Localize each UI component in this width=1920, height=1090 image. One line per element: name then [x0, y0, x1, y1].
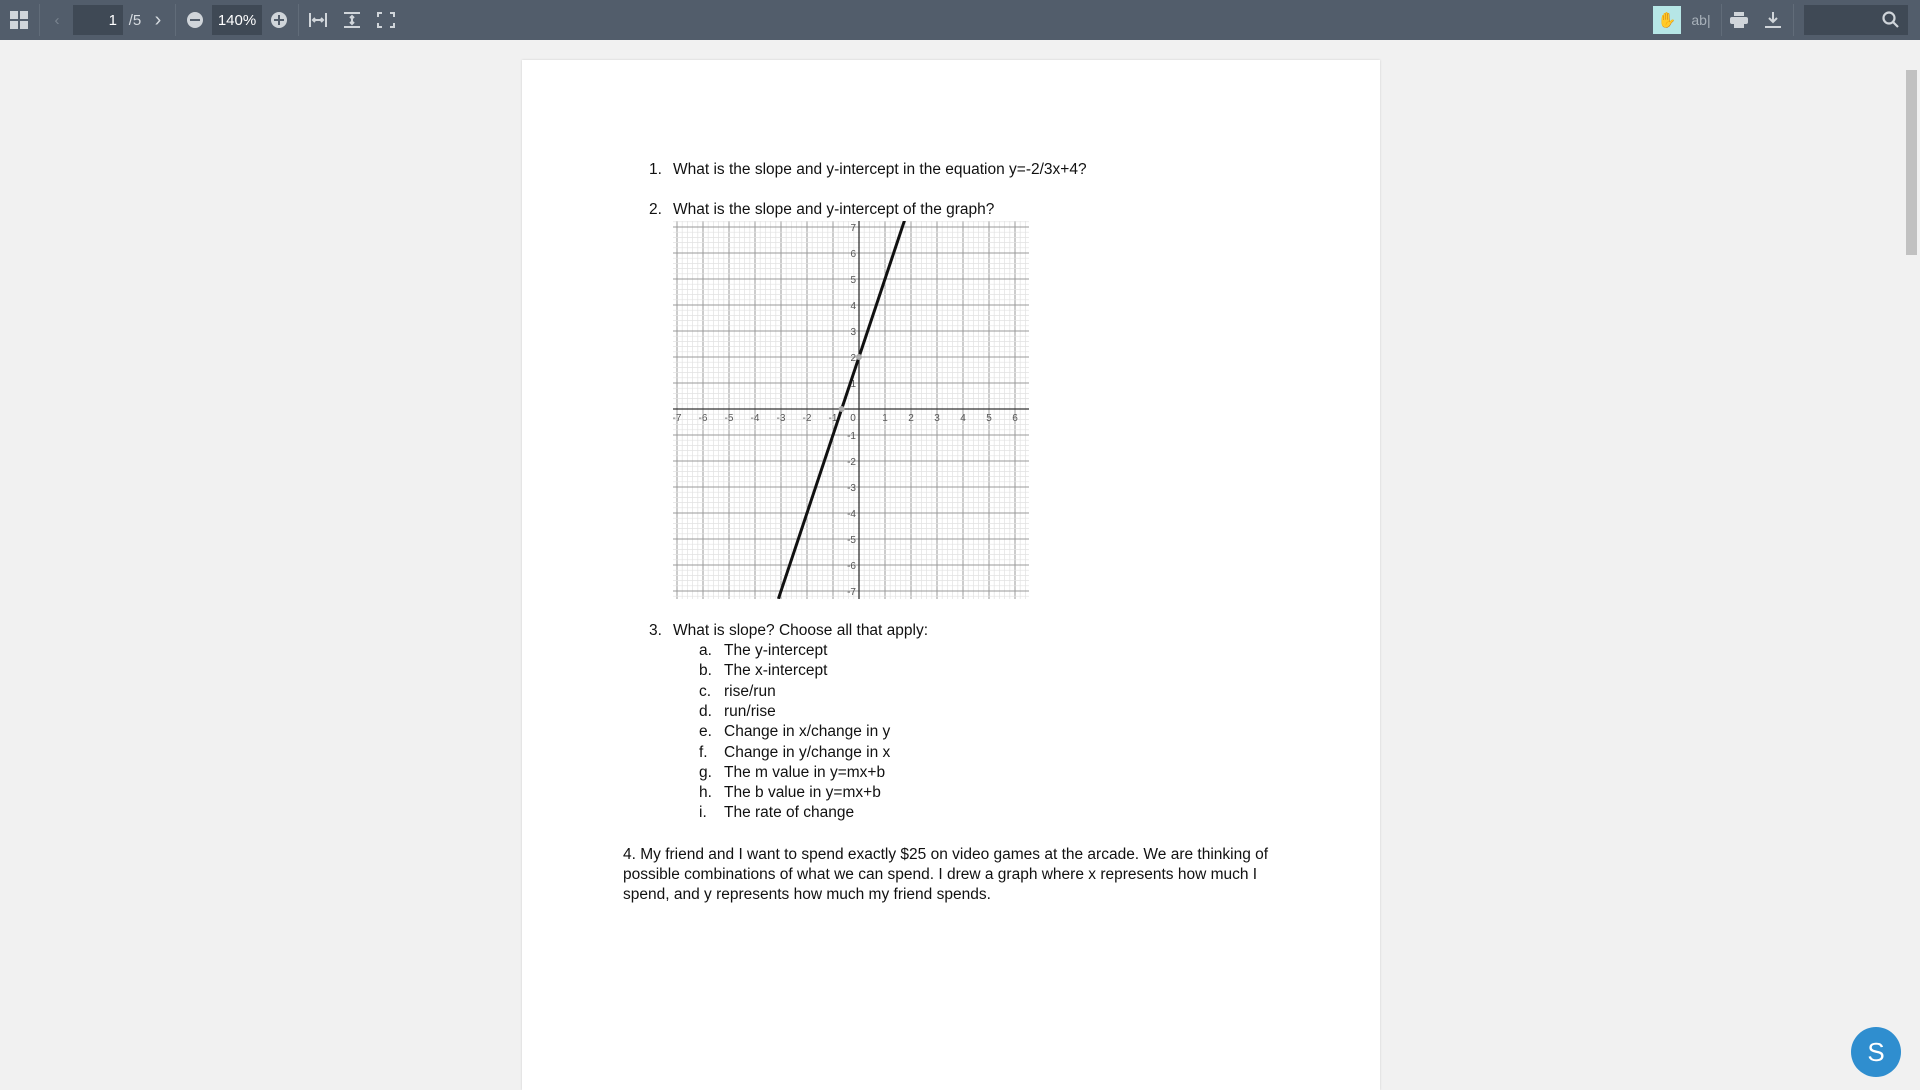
fullscreen-icon[interactable] [374, 0, 398, 40]
y-tick-label: 1 [850, 379, 856, 390]
q3-option-text: The b value in y=mx+b [724, 784, 881, 802]
y-tick-label: -2 [847, 457, 856, 468]
y-tick-label: 4 [850, 301, 856, 312]
y-tick-label: 7 [850, 223, 856, 234]
x-tick-label: -3 [776, 413, 786, 424]
floating-s-button[interactable]: S [1851, 1027, 1901, 1077]
q3-option-text: The rate of change [724, 804, 855, 822]
print-icon[interactable] [1726, 0, 1752, 40]
hand-tool-icon[interactable]: ✋ [1653, 6, 1681, 34]
x-tick-label: -1 [828, 413, 838, 424]
x-tick-label: -6 [698, 413, 708, 424]
zoom-out-icon[interactable] [184, 0, 206, 40]
y-tick-label: -5 [847, 535, 856, 546]
q3-option-letter: b. [699, 662, 712, 680]
intercept-point [856, 354, 862, 360]
x-tick-label: 0 [850, 413, 856, 424]
page-total: /5 [128, 11, 142, 29]
q3-option-text: The x-intercept [724, 662, 828, 680]
q1-number: 1. [649, 161, 662, 178]
x-tick-label: -4 [750, 413, 760, 424]
q4-line-3: spend, and y represents how much my friend spends. [623, 886, 991, 903]
document-page [522, 60, 1380, 1090]
x-tick-label: 2 [908, 413, 914, 424]
q3-number: 3. [649, 622, 662, 639]
q4-line-1: 4. My friend and I want to spend exactly $25 on video games at the arcade. We are thinking of [623, 846, 1269, 863]
intercept-point [839, 406, 845, 412]
scrollbar[interactable] [1902, 40, 1920, 1080]
q3-option-letter: d. [699, 702, 712, 720]
x-tick-label: -5 [724, 413, 734, 424]
x-tick-label: 1 [882, 413, 888, 424]
y-tick-label: 2 [850, 353, 856, 364]
thumbnails-icon[interactable] [6, 0, 32, 40]
search-icon[interactable] [1882, 11, 1900, 29]
zoom-level[interactable]: 140% [212, 5, 262, 35]
y-tick-label: -4 [847, 509, 856, 520]
y-tick-label: 5 [850, 275, 856, 286]
q3-option-letter: a. [699, 642, 712, 659]
q2-number: 2. [649, 201, 662, 218]
search-input[interactable] [1804, 5, 1908, 35]
text-select-icon[interactable]: ab| [1691, 12, 1711, 28]
x-tick-label: 5 [986, 413, 992, 424]
y-tick-label: -3 [847, 483, 856, 494]
q3-option-text: rise/run [724, 682, 776, 700]
q3-text: What is slope? Choose all that apply: [673, 622, 929, 639]
fit-page-icon[interactable] [340, 0, 364, 40]
q3-option-letter: f. [699, 743, 708, 761]
toolbar [0, 0, 1920, 40]
q3-option-letter: h. [699, 784, 712, 802]
x-tick-label: -7 [673, 413, 682, 424]
q3-option-letter: g. [699, 763, 712, 781]
y-tick-label: -1 [847, 431, 856, 442]
q3-option-text: The y-intercept [724, 642, 828, 659]
x-tick-label: 6 [1012, 413, 1018, 424]
y-tick-label: 6 [850, 249, 856, 260]
download-icon[interactable] [1760, 0, 1786, 40]
next-page-icon[interactable]: › [154, 8, 162, 31]
x-tick-label: 4 [960, 413, 966, 424]
q3-option-text: The m value in y=mx+b [724, 763, 886, 781]
q4-line-2: possible combinations of what we can spend. I drew a graph where x represents how much I [623, 866, 1258, 883]
prev-page-icon[interactable]: ‹ [54, 11, 60, 29]
y-tick-label: -7 [847, 587, 856, 598]
scrollbar-thumb[interactable] [1906, 70, 1917, 255]
x-tick-label: -2 [802, 413, 812, 424]
q1-text: What is the slope and y-intercept in the equation y=-2/3x+4? [673, 161, 1087, 178]
q3-option-text: Change in y/change in x [724, 743, 891, 761]
q2-text: What is the slope and y-intercept of the graph? [673, 201, 995, 218]
q3-option-letter: c. [699, 682, 712, 700]
y-tick-label: 3 [850, 327, 856, 338]
q3-option-letter: e. [699, 723, 712, 741]
fit-width-icon[interactable] [306, 0, 330, 40]
page-number-input[interactable]: 1 [73, 5, 123, 35]
q3-option-letter: i. [699, 804, 707, 822]
slope-graph [673, 221, 1029, 599]
x-tick-label: 3 [934, 413, 940, 424]
zoom-in-icon[interactable] [268, 0, 290, 40]
q3-option-text: Change in x/change in y [724, 723, 891, 741]
q3-option-text: run/rise [724, 702, 776, 720]
y-tick-label: -6 [847, 561, 856, 572]
